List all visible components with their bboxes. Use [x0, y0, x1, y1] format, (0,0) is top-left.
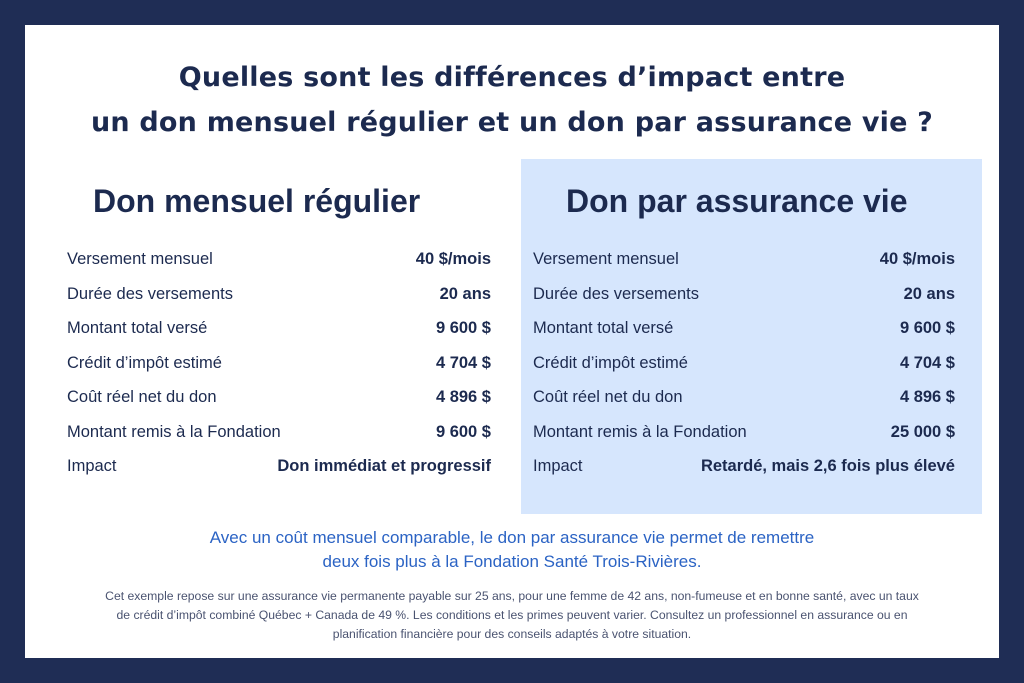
comparison-rows	[67, 250, 491, 492]
row-impact	[533, 457, 955, 492]
summary-line-1: Avec un coût mensuel comparable, le don par assurance vie permet de remettre	[209, 528, 815, 547]
title-line-2: un don mensuel régulier et un don par assurance vie ?	[90, 107, 934, 138]
title-line-1: Quelles sont les différences d’impact entre	[178, 62, 846, 93]
row-label: Coût réel net du don	[533, 388, 683, 406]
row-total-paid	[67, 319, 491, 354]
row-value: 4 896 $	[435, 388, 491, 406]
row-label: Crédit d’impôt estimé	[533, 353, 688, 372]
column-heading: Don mensuel régulier	[93, 183, 421, 219]
summary-statement	[25, 526, 999, 574]
note-line-1: Cet exemple repose sur une assurance vie permanente payable sur 25 ans, pour une femme de 42 ans, non-fumeuse et en bonne santé, avec un taux	[105, 589, 919, 603]
comparison-card	[25, 25, 999, 658]
row-label: Durée des versements	[67, 284, 233, 303]
row-value: 4 896 $	[899, 388, 955, 406]
row-label: Versement mensuel	[67, 250, 213, 268]
column-heading: Don par assurance vie	[566, 183, 908, 219]
row-value: Don immédiat et progressif	[277, 457, 491, 475]
row-amount-to-foundation	[67, 423, 491, 458]
row-total-paid	[533, 319, 955, 354]
row-label: Montant remis à la Fondation	[67, 422, 281, 441]
row-label: Impact	[533, 457, 583, 475]
row-monthly-payment	[533, 250, 955, 285]
row-value: Retardé, mais 2,6 fois plus élevé	[700, 457, 955, 475]
note-line-3: planification financière pour des conseils adaptés à votre situation.	[332, 627, 692, 641]
row-net-cost	[67, 388, 491, 423]
row-label: Crédit d’impôt estimé	[67, 353, 222, 372]
row-impact	[67, 457, 491, 492]
row-value: 9 600 $	[899, 319, 955, 337]
row-label: Versement mensuel	[533, 250, 679, 268]
row-value: 25 000 $	[890, 422, 955, 441]
summary-line-2: deux fois plus à la Fondation Santé Trois-Rivières.	[322, 552, 702, 571]
row-amount-to-foundation	[533, 423, 955, 458]
row-value: 20 ans	[439, 284, 491, 303]
note-line-2: de crédit d’impôt combiné Québec + Canada de 49 %. Les conditions et les primes peuvent varier. Consultez un professionnel en assurance ou en	[116, 608, 908, 622]
row-label: Montant total versé	[67, 319, 208, 337]
row-value: 20 ans	[903, 284, 955, 303]
row-label: Durée des versements	[533, 284, 699, 303]
comparison-rows	[533, 250, 955, 492]
row-label: Coût réel net du don	[67, 388, 217, 406]
row-value: 9 600 $	[435, 319, 491, 337]
row-label: Montant total versé	[533, 319, 674, 337]
row-label: Impact	[67, 457, 117, 475]
row-value: 4 704 $	[435, 353, 491, 372]
row-payment-duration	[533, 285, 955, 320]
page-title	[25, 55, 999, 145]
row-value: 40 $/mois	[415, 250, 491, 268]
row-tax-credit	[533, 354, 955, 389]
disclaimer-note	[55, 587, 969, 644]
row-net-cost	[533, 388, 955, 423]
row-value: 9 600 $	[435, 422, 491, 441]
row-monthly-payment	[67, 250, 491, 285]
row-value: 40 $/mois	[879, 250, 955, 268]
row-label: Montant remis à la Fondation	[533, 422, 747, 441]
life-insurance-donation-column	[521, 159, 982, 514]
row-payment-duration	[67, 285, 491, 320]
row-value: 4 704 $	[899, 353, 955, 372]
row-tax-credit	[67, 354, 491, 389]
